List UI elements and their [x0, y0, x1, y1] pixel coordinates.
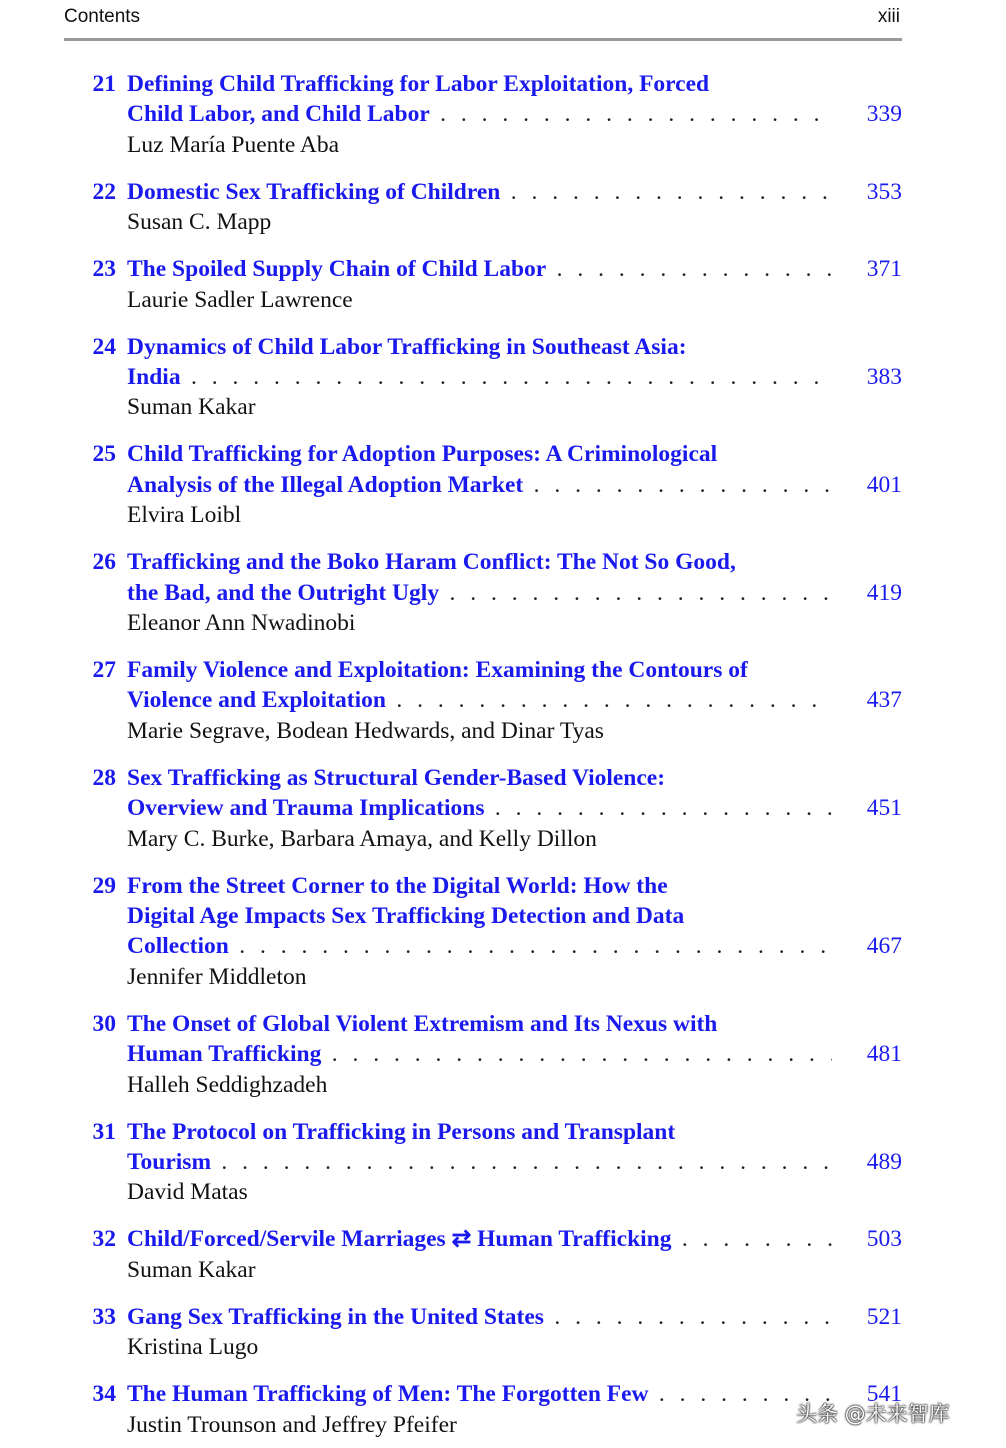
page-number-link[interactable]: 451: [866, 795, 902, 822]
chapter-title-line[interactable]: Violence and Exploitation . . .: [127, 685, 832, 715]
page-number-link[interactable]: 419: [866, 579, 902, 606]
chapter-authors: Kristina Lugo: [127, 1334, 259, 1361]
chapter-authors: Susan C. Mapp: [127, 209, 272, 236]
chapter-title-line[interactable]: Human Trafficking . . .: [127, 1039, 832, 1069]
chapter-authors: Marie Segrave, Bodean Hedwards, and Dinar Tyas: [127, 717, 604, 744]
chapter-authors: Justin Trounson and Jeffrey Pfeifer: [127, 1411, 457, 1438]
page-number-link[interactable]: 401: [866, 471, 902, 498]
page-number-link[interactable]: 437: [866, 687, 902, 714]
running-head-label: Contents: [64, 6, 141, 27]
chapter-number: 34: [92, 1381, 116, 1408]
page-folio: xiii: [877, 6, 900, 27]
chapter-number: 29: [92, 872, 116, 899]
chapter-title-line[interactable]: India . . .: [127, 362, 832, 392]
chapter-title-line[interactable]: the Bad, and the Outright Ugly . . .: [127, 578, 832, 608]
chapter-authors: Luz María Puente Aba: [127, 131, 340, 158]
chapter-number: 32: [92, 1226, 116, 1253]
page-number-link[interactable]: 503: [866, 1226, 902, 1253]
chapter-title-line[interactable]: Trafficking and the Boko Haram Conflict: The Not So Good,: [127, 549, 736, 576]
chapter-authors: Suman Kakar: [127, 394, 256, 421]
chapter-authors: Jennifer Middleton: [127, 963, 307, 990]
chapter-title-line[interactable]: Child/Forced/Servile Marriages ⇄ Human Trafficking . . .: [127, 1224, 832, 1254]
chapter-title-line[interactable]: Overview and Trauma Implications . . .: [127, 793, 832, 823]
chapter-authors: Laurie Sadler Lawrence: [127, 286, 353, 313]
chapter-number: 23: [92, 256, 116, 283]
page-number-link[interactable]: 481: [866, 1041, 902, 1068]
watermark: 头条 @未来智库: [796, 1402, 950, 1426]
chapter-title-line[interactable]: Child Trafficking for Adoption Purposes: A Criminological: [127, 441, 718, 468]
chapter-authors: Elvira Loibl: [127, 502, 242, 529]
chapter-title-line[interactable]: The Protocol on Trafficking in Persons and Transplant: [127, 1118, 676, 1145]
page-number-link[interactable]: 383: [866, 363, 902, 390]
chapter-number: 28: [92, 764, 116, 791]
chapter-title-line[interactable]: Defining Child Trafficking for Labor Exploitation, Forced: [127, 71, 710, 97]
page-number-link[interactable]: 339: [866, 101, 902, 128]
chapter-number: 24: [92, 333, 116, 360]
page-number-link[interactable]: 541: [866, 1381, 902, 1408]
chapter-title-line[interactable]: Collection . . .: [127, 931, 832, 961]
chapter-number: 25: [92, 441, 116, 468]
chapter-number: 26: [92, 549, 116, 576]
chapter-title-line[interactable]: Analysis of the Illegal Adoption Market . . .: [127, 470, 832, 500]
chapter-title-line[interactable]: Domestic Sex Trafficking of Children . . .: [127, 177, 832, 207]
running-head: [64, 6, 902, 30]
page-number-link[interactable]: 521: [866, 1303, 902, 1330]
chapter-authors: Suman Kakar: [127, 1256, 256, 1283]
chapter-title-line[interactable]: Sex Trafficking as Structural Gender-Based Violence:: [127, 764, 666, 791]
header-rule: [64, 38, 902, 41]
chapter-title-line[interactable]: Gang Sex Trafficking in the United States . . .: [127, 1302, 832, 1332]
page-number-link[interactable]: 353: [866, 178, 902, 205]
chapter-title-line[interactable]: Dynamics of Child Labor Trafficking in Southeast Asia:: [127, 333, 687, 360]
chapter-title-line[interactable]: The Human Trafficking of Men: The Forgotten Few . . .: [127, 1379, 832, 1409]
chapter-title-line[interactable]: Family Violence and Exploitation: Examining the Contours of: [127, 657, 748, 683]
chapter-title-line[interactable]: Digital Age Impacts Sex Trafficking Detection and Data: [127, 902, 685, 929]
chapter-title-line[interactable]: Child Labor, and Child Labor . . .: [127, 99, 832, 129]
chapter-number: 27: [92, 657, 116, 683]
chapter-authors: David Matas: [127, 1179, 248, 1206]
chapter-number: 30: [92, 1010, 116, 1037]
chapter-title-line[interactable]: Tourism . . .: [127, 1147, 832, 1177]
chapter-authors: Mary C. Burke, Barbara Amaya, and Kelly Dillon: [127, 825, 597, 852]
chapter-title-line[interactable]: From the Street Corner to the Digital World: How the: [127, 872, 668, 899]
chapter-number: 33: [92, 1303, 116, 1330]
chapter-number: 31: [92, 1118, 116, 1145]
chapter-title-line[interactable]: The Spoiled Supply Chain of Child Labor . . .: [127, 254, 832, 284]
chapter-authors: Eleanor Ann Nwadinobi: [127, 609, 356, 636]
chapter-authors: Halleh Seddighzadeh: [127, 1071, 328, 1098]
chapter-number: 22: [92, 178, 116, 205]
chapter-number: 21: [92, 71, 116, 97]
page-number-link[interactable]: 371: [866, 256, 902, 283]
page-number-link[interactable]: 467: [866, 933, 902, 960]
chapter-title-line[interactable]: The Onset of Global Violent Extremism and Its Nexus with: [127, 1010, 718, 1037]
page-number-link[interactable]: 489: [866, 1148, 902, 1175]
